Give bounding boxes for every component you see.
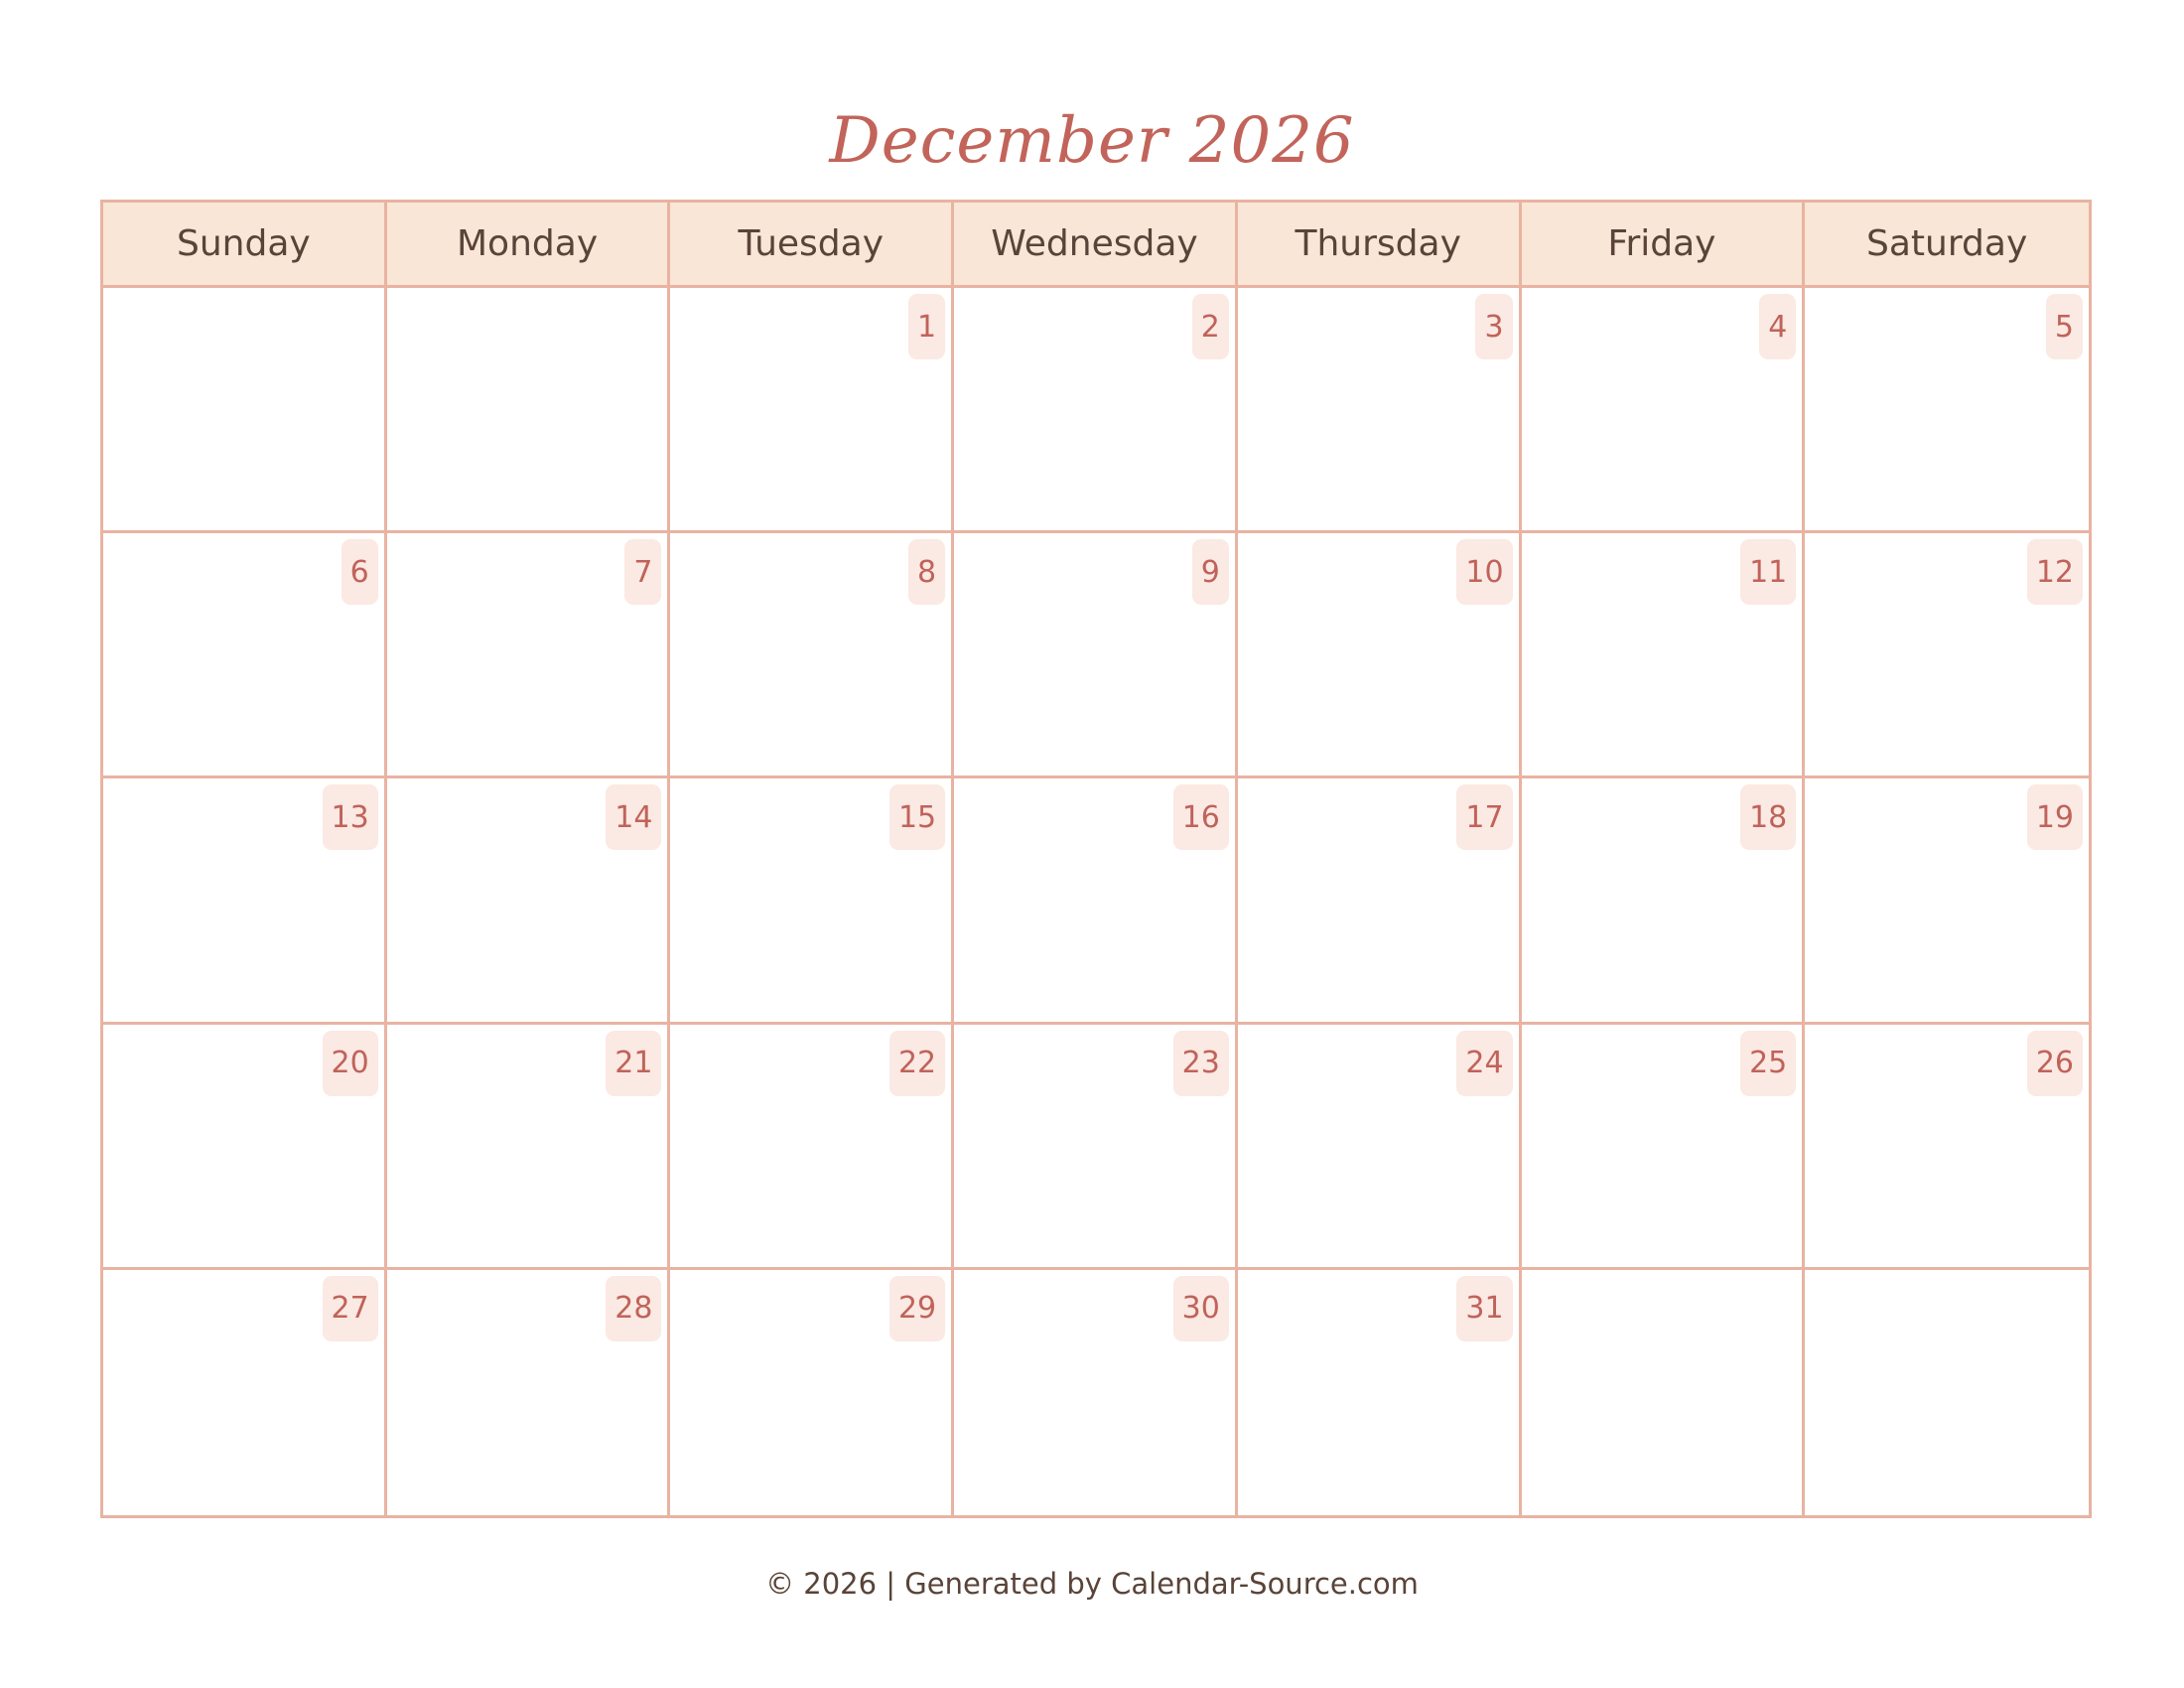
- day-cell-31: [1238, 1270, 1522, 1515]
- day-cell-12: [1805, 533, 2089, 778]
- weekday-header-wednesday: Wednesday: [954, 203, 1238, 288]
- day-number: 10: [1456, 539, 1512, 605]
- day-cell-1: [670, 288, 954, 533]
- day-cell-6: [103, 533, 387, 778]
- day-cell-9: [954, 533, 1238, 778]
- day-cell-19: [1805, 778, 2089, 1024]
- empty-day-cell: [103, 288, 387, 533]
- weekday-header-friday: Friday: [1522, 203, 1806, 288]
- day-cell-11: [1522, 533, 1806, 778]
- day-number: 28: [606, 1276, 661, 1341]
- day-cell-3: [1238, 288, 1522, 533]
- day-number: 23: [1173, 1031, 1229, 1096]
- day-number: 2: [1192, 294, 1229, 359]
- day-number: 1: [908, 294, 945, 359]
- day-number: 7: [624, 539, 661, 605]
- day-cell-17: [1238, 778, 1522, 1024]
- day-cell-27: [103, 1270, 387, 1515]
- weekday-header-sunday: Sunday: [103, 203, 387, 288]
- day-cell-2: [954, 288, 1238, 533]
- day-number: 16: [1173, 784, 1229, 850]
- day-number: 14: [606, 784, 661, 850]
- day-cell-18: [1522, 778, 1806, 1024]
- day-cell-29: [670, 1270, 954, 1515]
- day-number: 18: [1740, 784, 1796, 850]
- day-cell-13: [103, 778, 387, 1024]
- day-number: 8: [908, 539, 945, 605]
- day-cell-26: [1805, 1025, 2089, 1270]
- day-number: 25: [1740, 1031, 1796, 1096]
- day-number: 22: [889, 1031, 945, 1096]
- day-number: 26: [2027, 1031, 2083, 1096]
- empty-day-cell: [1522, 1270, 1806, 1515]
- day-number: 4: [1759, 294, 1796, 359]
- footer-credit: © 2026 | Generated by Calendar-Source.com: [765, 1567, 1419, 1601]
- day-cell-10: [1238, 533, 1522, 778]
- day-number: 21: [606, 1031, 661, 1096]
- empty-day-cell: [1805, 1270, 2089, 1515]
- day-number: 20: [323, 1031, 378, 1096]
- day-number: 9: [1192, 539, 1229, 605]
- day-cell-4: [1522, 288, 1806, 533]
- day-number: 30: [1173, 1276, 1229, 1341]
- day-cell-22: [670, 1025, 954, 1270]
- day-cell-15: [670, 778, 954, 1024]
- weekday-header-monday: Monday: [387, 203, 671, 288]
- day-cell-7: [387, 533, 671, 778]
- day-number: 17: [1456, 784, 1512, 850]
- day-cell-23: [954, 1025, 1238, 1270]
- day-number: 13: [323, 784, 378, 850]
- day-cell-16: [954, 778, 1238, 1024]
- weekday-header-tuesday: Tuesday: [670, 203, 954, 288]
- day-number: 27: [323, 1276, 378, 1341]
- day-number: 15: [889, 784, 945, 850]
- day-cell-30: [954, 1270, 1238, 1515]
- weekday-header-saturday: Saturday: [1805, 203, 2089, 288]
- day-number: 24: [1456, 1031, 1512, 1096]
- calendar-title: December 2026: [829, 104, 1355, 178]
- day-cell-21: [387, 1025, 671, 1270]
- day-number: 12: [2027, 539, 2083, 605]
- day-number: 5: [2046, 294, 2083, 359]
- day-cell-28: [387, 1270, 671, 1515]
- calendar-grid: [100, 200, 2092, 1518]
- day-cell-25: [1522, 1025, 1806, 1270]
- day-number: 3: [1475, 294, 1512, 359]
- day-cell-24: [1238, 1025, 1522, 1270]
- day-cell-8: [670, 533, 954, 778]
- day-number: 6: [341, 539, 378, 605]
- day-number: 11: [1740, 539, 1796, 605]
- day-cell-20: [103, 1025, 387, 1270]
- weekday-header-thursday: Thursday: [1238, 203, 1522, 288]
- empty-day-cell: [387, 288, 671, 533]
- day-number: 19: [2027, 784, 2083, 850]
- day-number: 31: [1456, 1276, 1512, 1341]
- day-cell-5: [1805, 288, 2089, 533]
- day-cell-14: [387, 778, 671, 1024]
- day-number: 29: [889, 1276, 945, 1341]
